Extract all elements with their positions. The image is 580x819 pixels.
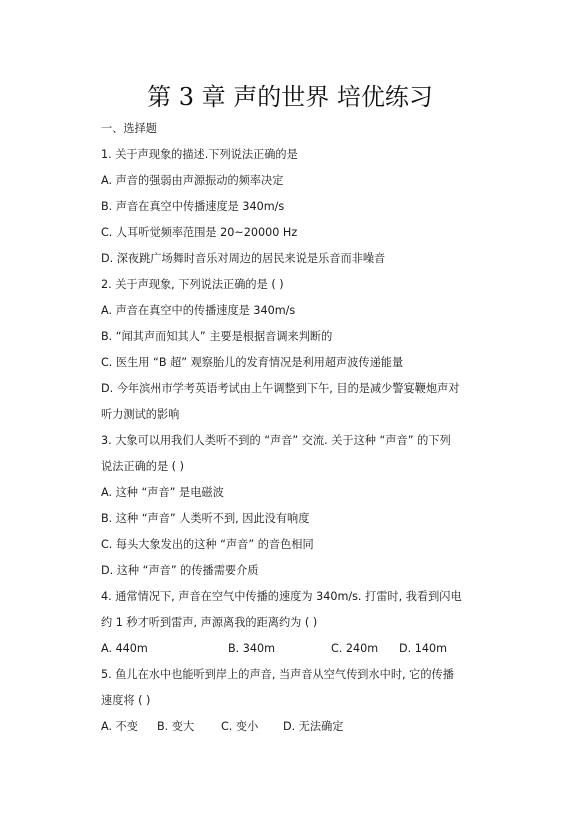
section-heading: 一、选择题	[101, 122, 157, 135]
question-5-stem: 5. 鱼儿在水中也能听到岸上的声音, 当声音从空气传到水中时, 它的传播	[101, 668, 454, 681]
question-4-stem: 4. 通常情况下, 声音在空气中传播的速度为 340m/s. 打雷时, 我看到闪电	[101, 590, 462, 603]
question-3-option-c: C. 每头大象发出的这种 “声音” 的音色相同	[101, 538, 314, 551]
question-1-option-a: A. 声音的强弱由声源振动的频率决定	[101, 174, 284, 187]
question-2-option-a: A. 声音在真空中的传播速度是 340m/s	[101, 304, 296, 317]
question-3-option-b: B. 这种 “声音” 人类听不到, 因此没有响度	[101, 512, 310, 525]
question-1-option-c: C. 人耳听觉频率范围是 20~20000 Hz	[101, 226, 298, 239]
question-2-stem: 2. 关于声现象, 下列说法正确的是 ( )	[101, 278, 284, 291]
question-3-stem: 3. 大象可以用我们人类听不到的 “声音” 交流. 关于这种 “声音” 的下列	[101, 434, 451, 447]
question-4-option-a: A. 440m	[101, 642, 148, 655]
question-4-option-c: C. 240m	[331, 642, 379, 655]
question-5-option-d: D. 无法确定	[283, 720, 344, 733]
question-2-option-c: C. 医生用 “B 超” 观察胎儿的发育情况是利用超声波传递能量	[101, 356, 404, 369]
question-2-option-d: D. 今年滨州市学考英语考试由上午调整到下午, 目的是减少警宴鞭炮声对	[101, 382, 460, 395]
question-4-options-row	[101, 641, 481, 657]
question-5-stem-continued: 速度将 ( )	[101, 694, 151, 707]
question-5-option-a: A. 不变	[101, 720, 138, 733]
question-5-option-b: B. 变大	[157, 720, 195, 733]
question-4-option-d: D. 140m	[399, 642, 447, 655]
question-2-option-b: B. “闻其声而知其人” 主要是根据音调来判断的	[101, 330, 333, 343]
question-4-option-b: B. 340m	[228, 642, 276, 655]
question-1-option-d: D. 深夜跳广场舞时音乐对周边的居民来说是乐音而非噪音	[101, 252, 386, 265]
question-5-options-row	[101, 719, 401, 735]
question-4-stem-continued: 约 1 秒才听到雷声, 声源离我的距离约为 ( )	[101, 616, 318, 629]
question-2-option-d-continued: 听力测试的影响	[101, 408, 180, 421]
document-title: 第 3 章 声的世界 培优练习	[147, 83, 433, 111]
question-5-option-c: C. 变小	[221, 720, 259, 733]
question-3-option-a: A. 这种 “声音” 是电磁波	[101, 486, 224, 499]
question-1-stem: 1. 关于声现象的描述.下列说法正确的是	[101, 148, 298, 161]
question-1-option-b: B. 声音在真空中传播速度是 340m/s	[101, 200, 285, 213]
question-3-option-d: D. 这种 “声音” 的传播需要介质	[101, 564, 259, 577]
question-3-stem-continued: 说法正确的是 ( )	[101, 460, 184, 473]
